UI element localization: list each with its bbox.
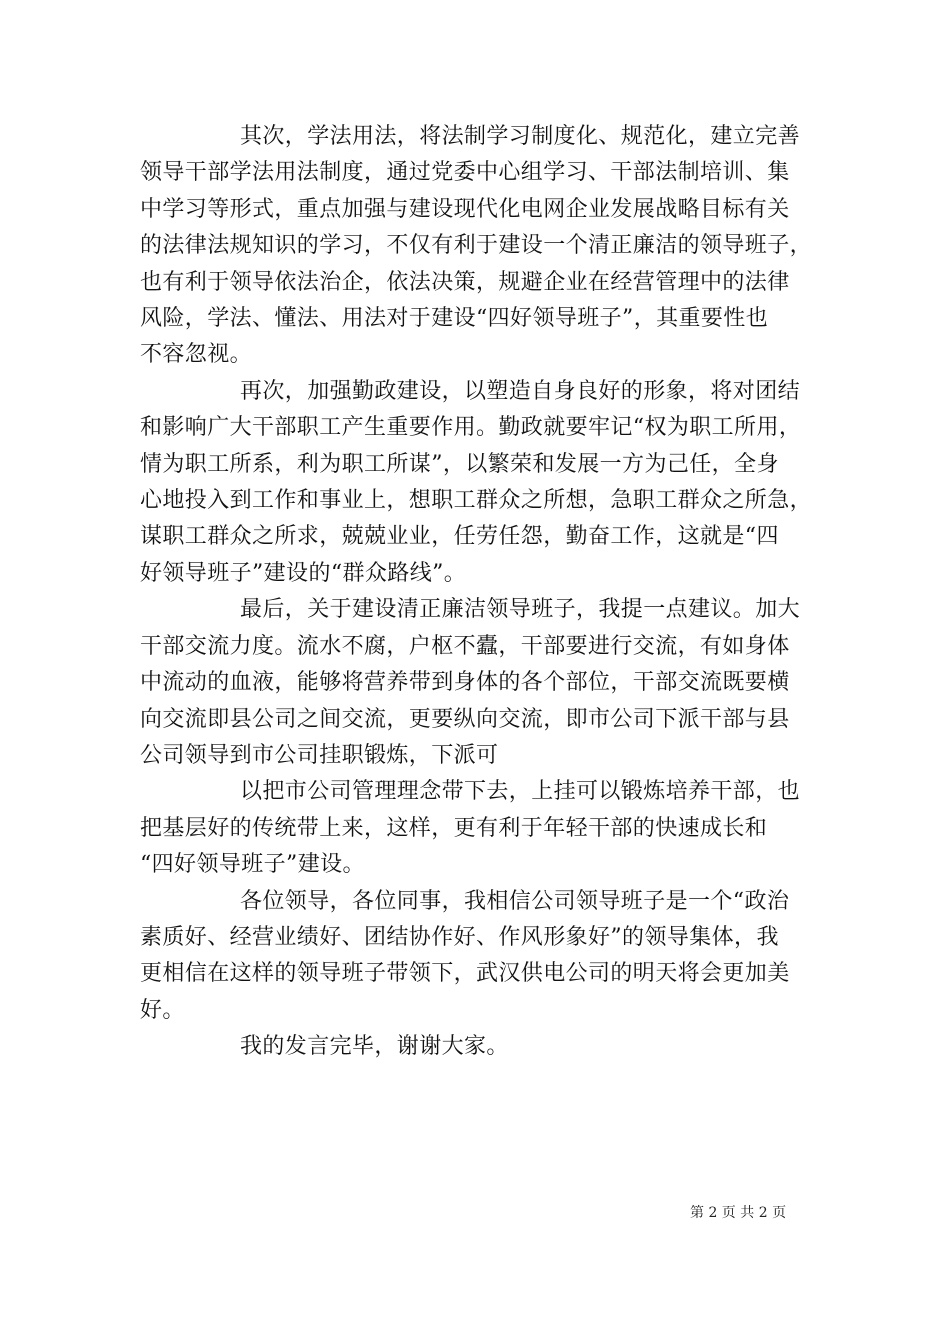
paragraph-1: 其次，学法用法，将法制学习制度化、规范化，建立完善 领导干部学法用法制度，通过党委中心组学习、干部法制培训、集 中学习等形式，重点加强与建设现代化电网企业发展战略目标有关 的法律法规知识的学习，不仅有利于建设一个清正廉洁的领导班子， 也有利于领导依法治企，依法决策，规避企业在经营管理中的法律 风险，学法、懂法、用法对于建设“四好领导班子”，其重要性也 不容忽视。 — [140, 124, 813, 368]
paragraph-4: 以把市公司管理理念带下去，上挂可以锻炼培养干部，也 把基层好的传统带上来，这样，更有利于年轻干部的快速成长和 “四好领导班子”建设。 — [140, 779, 801, 878]
page-number-footer: 第 2 页 共 2 页 — [690, 1205, 787, 1221]
paragraph-5: 各位领导，各位同事，我相信公司领导班子是一个“政治 素质好、经营业绩好、团结协作好、作风形象好”的领导集体，我 更相信在这样的领导班子带领下，武汉供电公司的明天将会更加美 好。 — [140, 888, 790, 1023]
paragraph-3: 最后，关于建设清正廉洁领导班子，我提一点建议。加大 干部交流力度。流水不腐，户枢不蠹，干部要进行交流，有如身体 中流动的血液，能够将营养带到身体的各个部位，干部交流既要横 向交流即县公司之间交流，更要纵向交流，即市公司下派干部与县 公司领导到市公司挂职锻炼，下派可 — [140, 597, 801, 768]
paragraph-6: 我的发言完毕，谢谢大家。 — [240, 1034, 509, 1060]
body-text — [140, 119, 812, 1066]
paragraph-2: 再次，加强勤政建设，以塑造自身良好的形象，将对团结 和影响广大干部职工产生重要作用。勤政就要牢记“权为职工所用， 情为职工所系，利为职工所谋”，以繁荣和发展一方为己任，全身 心地投入到工作和事业上，想职工群众之所想，急职工群众之所急， 谋职工群众之所求，兢兢业业，任劳任怨，勤奋工作，这就是“四 好领导班子”建设的“群众路线”。 — [140, 378, 813, 586]
